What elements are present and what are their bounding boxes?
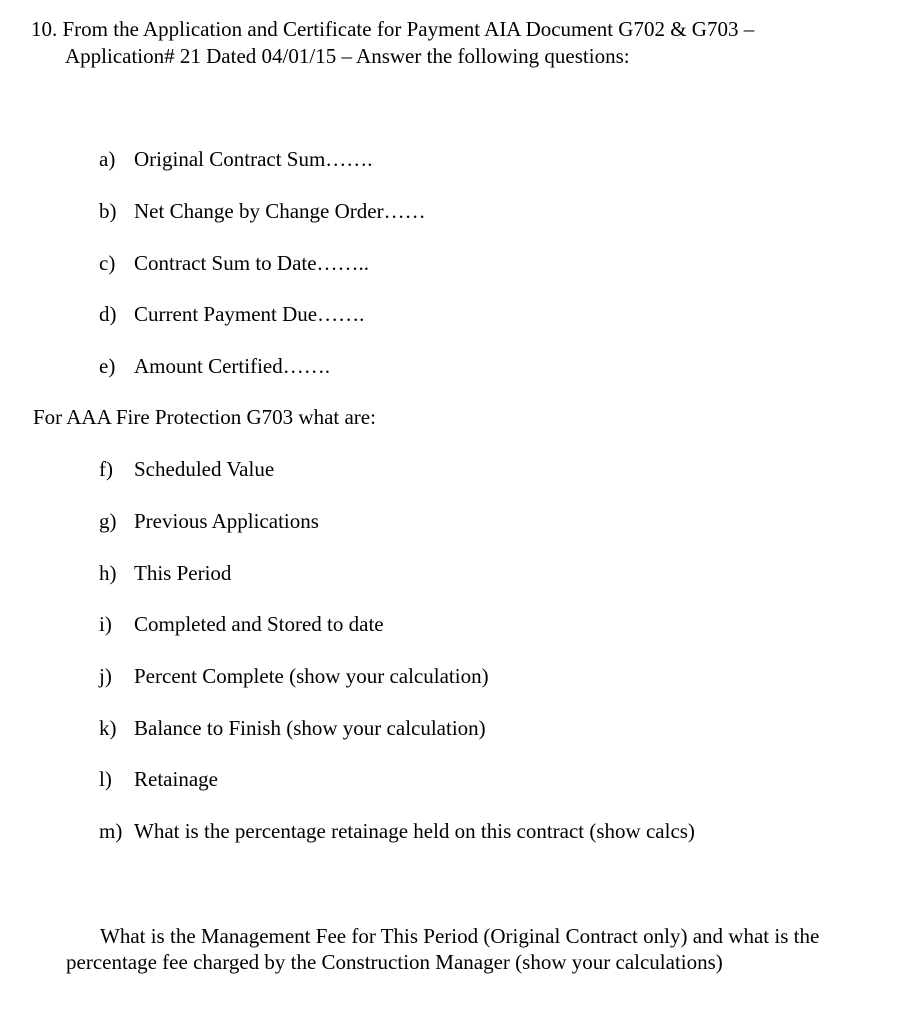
item-letter: m) bbox=[99, 819, 123, 843]
list-item-j bbox=[99, 663, 489, 689]
list-item-m bbox=[99, 818, 695, 844]
item-text: Scheduled Value bbox=[134, 457, 275, 481]
item-letter: l) bbox=[99, 767, 112, 791]
item-letter: b) bbox=[99, 199, 117, 223]
management-fee-question-text: What is the Management Fee for This Period (Original Contract only) and what is the percentage fee charged by the Construction Manager (show your calculations) bbox=[66, 924, 820, 974]
item-text: Contract Sum to Date…….. bbox=[134, 251, 370, 275]
item-letter: i) bbox=[99, 612, 112, 636]
question-header bbox=[31, 16, 891, 70]
list-item-i bbox=[99, 611, 384, 637]
item-text: Completed and Stored to date bbox=[134, 612, 384, 636]
management-fee-question bbox=[66, 923, 896, 975]
list-item-d bbox=[99, 301, 364, 327]
item-letter: g) bbox=[99, 509, 117, 533]
item-text: Amount Certified……. bbox=[134, 354, 330, 378]
item-text: This Period bbox=[134, 561, 232, 585]
list-item-e bbox=[99, 353, 330, 379]
item-letter: a) bbox=[99, 147, 116, 171]
item-letter: j) bbox=[99, 664, 112, 688]
item-letter: c) bbox=[99, 251, 116, 275]
item-letter: h) bbox=[99, 561, 117, 585]
list-item-f bbox=[99, 456, 274, 482]
item-text: Retainage bbox=[134, 767, 218, 791]
item-letter: f) bbox=[99, 457, 113, 481]
item-text: Current Payment Due……. bbox=[134, 302, 365, 326]
list-item-k bbox=[99, 715, 486, 741]
list-item-b bbox=[99, 198, 426, 224]
item-text: What is the percentage retainage held on this contract (show calcs) bbox=[134, 819, 695, 843]
item-letter: d) bbox=[99, 302, 117, 326]
list-item-h bbox=[99, 560, 231, 586]
question-number: 10. bbox=[31, 17, 58, 41]
list-item-c bbox=[99, 250, 369, 276]
item-text: Original Contract Sum……. bbox=[134, 147, 373, 171]
section-subheading: For AAA Fire Protection G703 what are: bbox=[33, 405, 376, 429]
list-item-l bbox=[99, 766, 218, 792]
list-item-g bbox=[99, 508, 319, 534]
item-text: Percent Complete (show your calculation) bbox=[134, 664, 489, 688]
question-line-1: From the Application and Certificate for Payment AIA Document G702 & G703 – bbox=[62, 17, 755, 41]
item-text: Balance to Finish (show your calculation) bbox=[134, 716, 486, 740]
item-text: Previous Applications bbox=[134, 509, 319, 533]
list-item-a bbox=[99, 146, 373, 172]
question-line-2: Application# 21 Dated 04/01/15 – Answer the following questions: bbox=[65, 44, 630, 68]
item-letter: k) bbox=[99, 716, 117, 740]
item-letter: e) bbox=[99, 354, 116, 378]
item-text: Net Change by Change Order…… bbox=[134, 199, 426, 223]
